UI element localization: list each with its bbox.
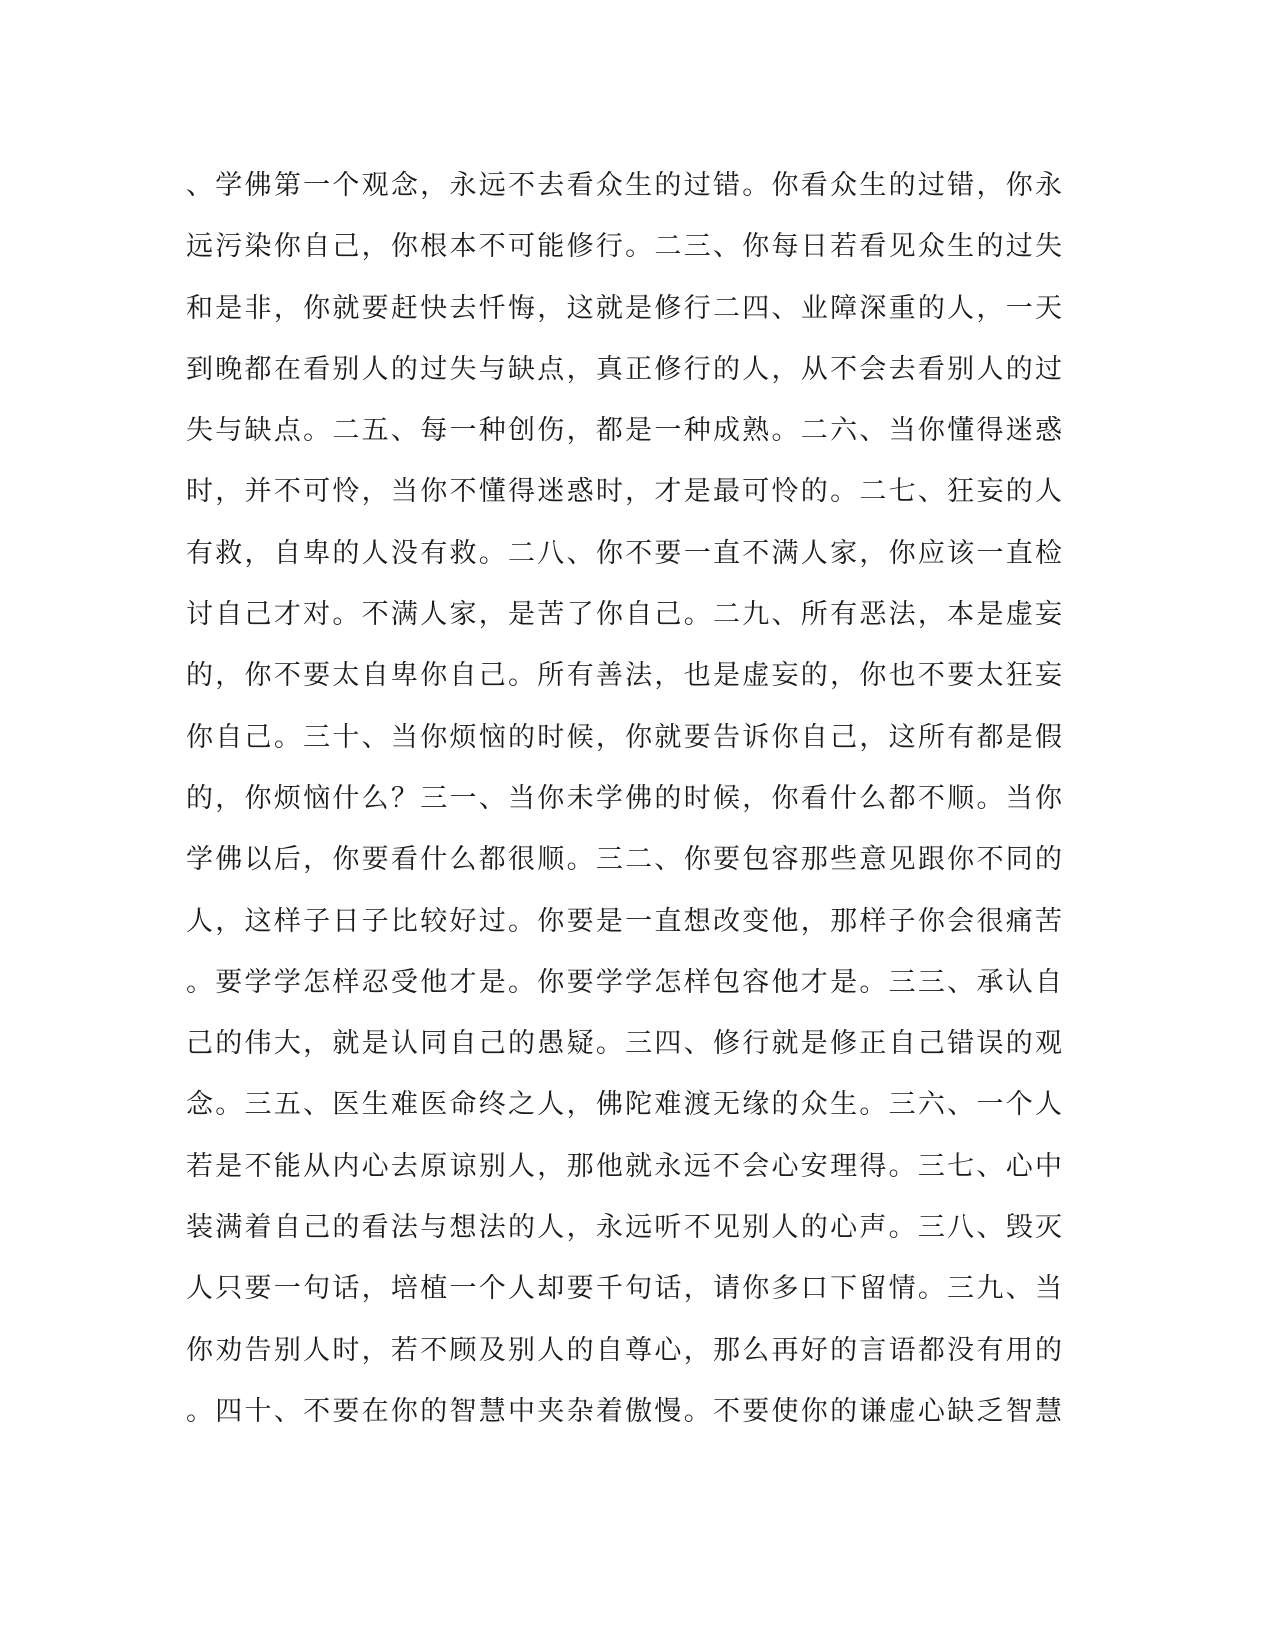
text-line: 念。三五、医生难医命终之人，佛陀难渡无缘的众生。三六、一个人 bbox=[186, 1089, 1062, 1121]
text-line: 失与缺点。二五、每一种创伤，都是一种成熟。二六、当你懂得迷惑 bbox=[186, 415, 1062, 447]
text-line: 人只要一句话，培植一个人却要千句话，请你多口下留情。三九、当 bbox=[186, 1273, 1062, 1305]
text-line: 到晚都在看别人的过失与缺点，真正修行的人，从不会去看别人的过 bbox=[186, 353, 1062, 385]
text-line: 人，这样子日子比较好过。你要是一直想改变他，那样子你会很痛苦 bbox=[186, 905, 1062, 937]
text-line: 的，你烦恼什么？三一、当你未学佛的时候，你看什么都不顺。当你 bbox=[186, 782, 1062, 814]
text-line: 、学佛第一个观念，永远不去看众生的过错。你看众生的过错，你永 bbox=[186, 170, 1062, 201]
text-line: 装满着自己的看法与想法的人，永远听不见别人的心声。三八、毁灭 bbox=[186, 1212, 1062, 1244]
text-line: 。要学学怎样忍受他才是。你要学学怎样包容他才是。三三、承认自 bbox=[186, 966, 1062, 998]
text-line: 和是非，你就要赶快去忏悔，这就是修行二四、业障深重的人，一天 bbox=[186, 292, 1062, 324]
text-line: 时，并不可怜，当你不懂得迷惑时，才是最可怜的。二七、狂妄的人 bbox=[186, 476, 1062, 508]
text-line: 你自己。三十、当你烦恼的时候，你就要告诉你自己，这所有都是假 bbox=[186, 721, 1062, 753]
text-line: 有救，自卑的人没有救。二八、你不要一直不满人家，你应该一直检 bbox=[186, 537, 1062, 569]
text-line: 的，你不要太自卑你自己。所有善法，也是虚妄的，你也不要太狂妄 bbox=[186, 660, 1062, 692]
text-line: 学佛以后，你要看什么都很顺。三二、你要包容那些意见跟你不同的 bbox=[186, 844, 1062, 876]
text-line: 己的伟大，就是认同自己的愚疑。三四、修行就是修正自己错误的观 bbox=[186, 1028, 1062, 1060]
text-line: 你劝告别人时，若不顾及别人的自尊心，那么再好的言语都没有用的 bbox=[186, 1334, 1062, 1366]
body-text bbox=[186, 155, 1062, 1442]
text-line: 远污染你自己，你根本不可能修行。二三、你每日若看见众生的过失 bbox=[186, 231, 1062, 263]
text-line: 。四十、不要在你的智慧中夹杂着傲慢。不要使你的谦虚心缺乏智慧 bbox=[186, 1395, 1062, 1427]
text-line: 讨自己才对。不满人家，是苦了你自己。二九、所有恶法，本是虚妄 bbox=[186, 599, 1062, 631]
text-line: 若是不能从内心去原谅别人，那他就永远不会心安理得。三七、心中 bbox=[186, 1150, 1062, 1182]
